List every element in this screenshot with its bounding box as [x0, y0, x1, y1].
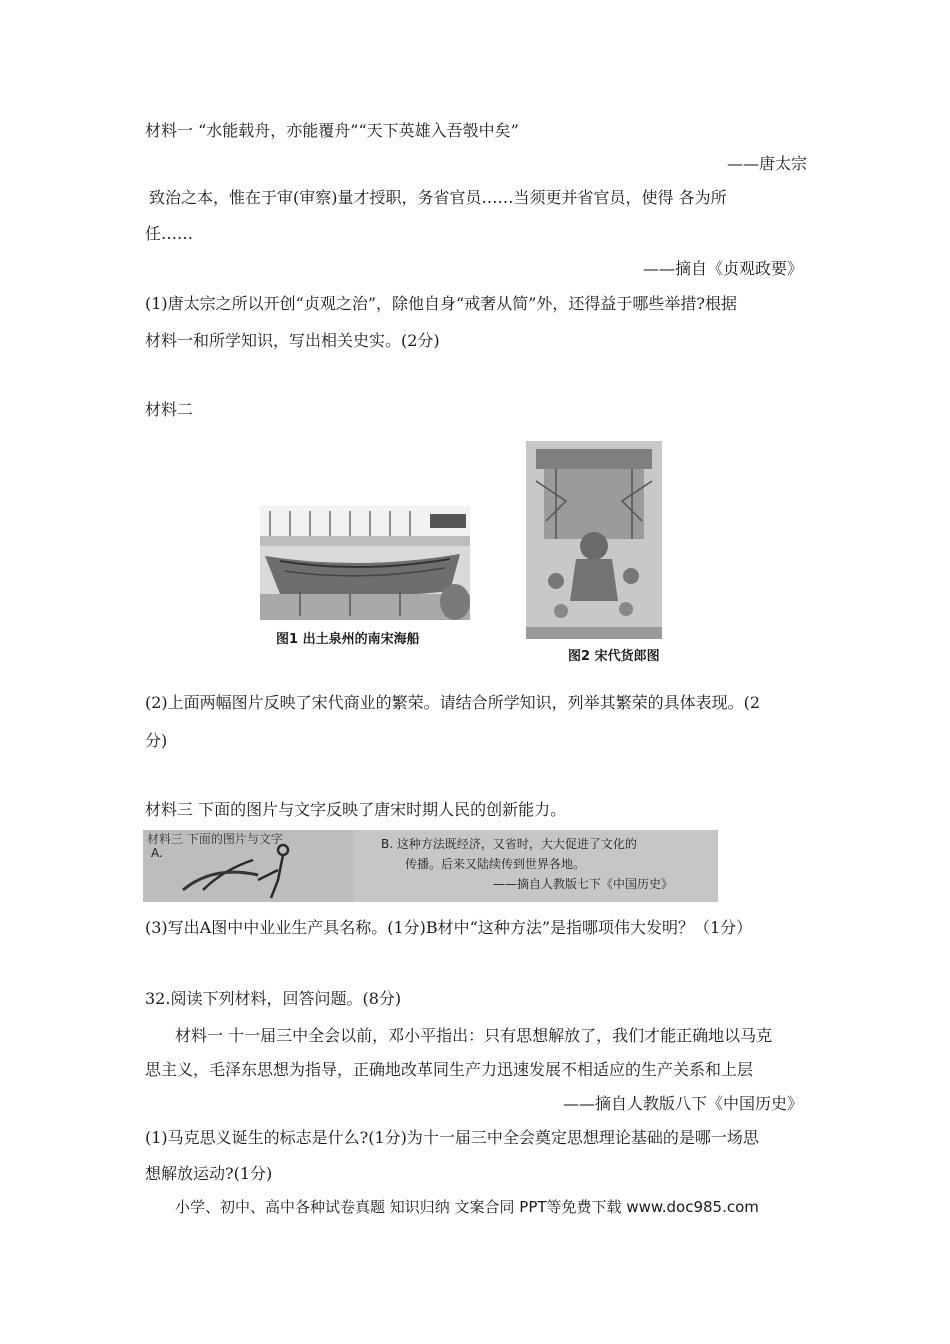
material-1-text-line2: 任…… — [145, 224, 194, 243]
photo-b-source: ——摘自人教版七下《中国历史》 — [493, 877, 674, 891]
question-2-line1: (2)上面两幅图片反映了宋代商业的繁荣。请结合所学知识，列举其繁荣的具体表现。(2 — [145, 693, 761, 712]
song-ship-photo — [260, 506, 470, 620]
q32-material-1-line2: 思主义，毛泽东思想为指导，正确地改革同生产力迅速发展不相适应的生产关系和上层 — [145, 1060, 754, 1079]
material-3-photo — [143, 830, 718, 902]
song-peddler-painting — [526, 441, 662, 639]
question-2-line2: 分) — [145, 731, 168, 750]
figure-2-caption: 图2 宋代货郎图 — [568, 649, 660, 664]
q32-question-1-line1: (1)马克思义诞生的标志是什么?(1分)为十一届三中全会奠定思想理论基础的是哪一场思 — [145, 1128, 759, 1147]
q32-material-1-line1: 材料一 十一届三中全会以前，邓小平指出：只有思想解放了，我们才能正确地以马克 — [175, 1026, 773, 1045]
material-3-label: 材料三 下面的图片与文字反映了唐宋时期人民的创新能力。 — [145, 800, 567, 819]
q32-question-1-line2: 想解放运动?(1分) — [145, 1164, 273, 1183]
material-1-text-line1: 致治之本，惟在于审(审察)量才授职，务省官员……当须更并省官员，使得 各为所 — [149, 188, 727, 207]
photo-label-a: A. — [151, 846, 163, 860]
photo-b-line1: B. 这种方法既经济，又省时，大大促进了文化的 — [381, 837, 637, 851]
photo-header-text: 材料三 下面的图片与文字 — [147, 832, 283, 846]
material-1-quote: 材料一 “水能载舟，亦能覆舟”“天下英雄入吾彀中矣” — [145, 121, 519, 140]
page-footer: 小学、初中、高中各种试卷真题 知识归纳 文案合同 PPT等免费下载 www.doc985.com — [175, 1198, 759, 1216]
material-2-label: 材料二 — [145, 400, 194, 419]
question-1-line2: 材料一和所学知识，写出相关史实。(2分) — [145, 331, 440, 350]
photo-b-line2: 传播。后来又陆续传到世界各地。 — [405, 857, 586, 871]
question-3: (3)写出A图中中业业生产具名称。(1分)B材中“这种方法”是指哪项伟大发明？（1分） — [145, 918, 753, 937]
question-32-title: 32.阅读下列材料，回答问题。(8分) — [145, 989, 402, 1008]
question-1-line1: (1)唐太宗之所以开创“贞观之治”，除他自身“戒奢从简”外，还得益于哪些举措?根据 — [145, 294, 737, 313]
figure-1-caption: 图1 出土泉州的南宋海船 — [276, 632, 420, 647]
material-1-text-source: ——摘自《贞观政要》 — [642, 259, 803, 278]
q32-material-1-source: ——摘自人教版八下《中国历史》 — [562, 1094, 803, 1113]
material-1-quote-source: ——唐太宗 — [726, 154, 807, 173]
